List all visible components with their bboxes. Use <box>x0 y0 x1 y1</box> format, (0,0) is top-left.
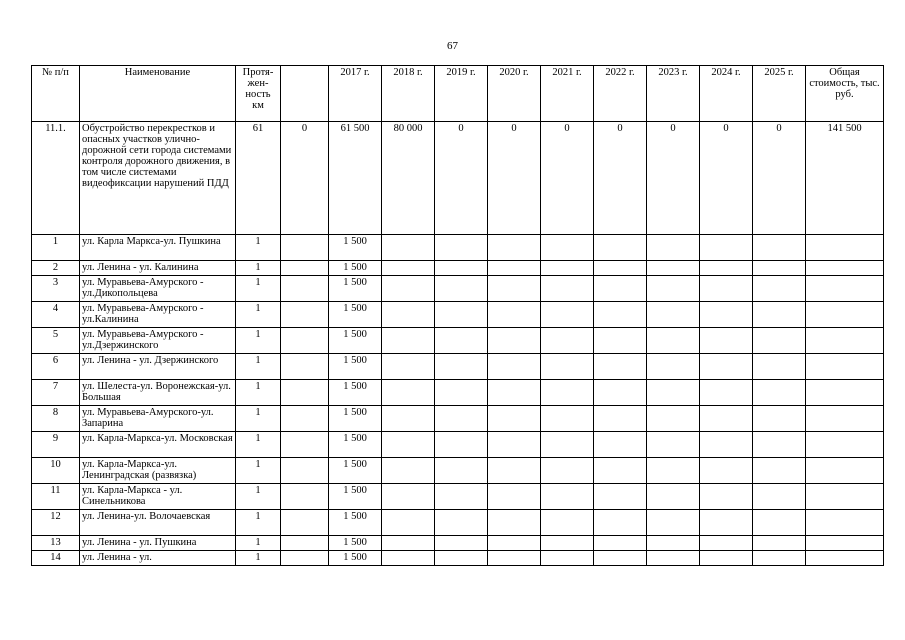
row-2017: 1 500 <box>329 484 382 510</box>
row-num: 11 <box>32 484 80 510</box>
main-2023: 0 <box>647 122 700 235</box>
row-empty-cell <box>382 354 435 380</box>
row-empty-cell <box>382 261 435 276</box>
row-empty-cell <box>382 484 435 510</box>
row-empty-cell <box>488 432 541 458</box>
row-empty-cell <box>488 354 541 380</box>
row-2017: 1 500 <box>329 261 382 276</box>
row-empty-cell <box>541 328 594 354</box>
row-empty-cell <box>806 458 884 484</box>
table-row <box>32 354 884 380</box>
row-empty-cell <box>700 235 753 261</box>
header-year-2022: 2022 г. <box>594 66 647 122</box>
row-col4 <box>281 302 329 328</box>
row-name: ул. Муравьева-Амурского-ул. Запарина <box>80 406 236 432</box>
row-empty-cell <box>806 276 884 302</box>
row-col4 <box>281 261 329 276</box>
program-table <box>31 65 884 566</box>
row-empty-cell <box>647 484 700 510</box>
table-row <box>32 380 884 406</box>
main-2025: 0 <box>753 122 806 235</box>
row-name: ул. Ленина-ул. Волочаевская <box>80 510 236 536</box>
row-empty-cell <box>541 536 594 551</box>
row-empty-cell <box>806 235 884 261</box>
row-num: 5 <box>32 328 80 354</box>
row-empty-cell <box>541 354 594 380</box>
row-empty-cell <box>647 510 700 536</box>
row-num: 1 <box>32 235 80 261</box>
row-empty-cell <box>753 484 806 510</box>
row-empty-cell <box>700 328 753 354</box>
main-2024: 0 <box>700 122 753 235</box>
row-length: 1 <box>236 484 281 510</box>
page-number: 67 <box>447 40 458 52</box>
row-empty-cell <box>806 261 884 276</box>
row-empty-cell <box>488 235 541 261</box>
row-col4 <box>281 551 329 566</box>
table-row <box>32 406 884 432</box>
table-row-main <box>32 122 884 235</box>
row-empty-cell <box>753 551 806 566</box>
row-name: ул. Ленина - ул. Дзержинского <box>80 354 236 380</box>
row-name: ул. Ленина - ул. Калинина <box>80 261 236 276</box>
row-empty-cell <box>594 551 647 566</box>
row-empty-cell <box>435 536 488 551</box>
row-col4 <box>281 276 329 302</box>
row-length: 1 <box>236 458 281 484</box>
row-empty-cell <box>435 458 488 484</box>
row-empty-cell <box>541 510 594 536</box>
row-2017: 1 500 <box>329 551 382 566</box>
row-empty-cell <box>647 328 700 354</box>
row-empty-cell <box>753 328 806 354</box>
row-empty-cell <box>382 458 435 484</box>
row-col4 <box>281 354 329 380</box>
row-empty-cell <box>488 484 541 510</box>
row-empty-cell <box>488 406 541 432</box>
header-year-2021: 2021 г. <box>541 66 594 122</box>
row-num: 7 <box>32 380 80 406</box>
main-2017: 61 500 <box>329 122 382 235</box>
row-empty-cell <box>435 328 488 354</box>
row-empty-cell <box>382 510 435 536</box>
row-empty-cell <box>435 380 488 406</box>
main-num: 11.1. <box>32 122 80 235</box>
row-empty-cell <box>700 458 753 484</box>
row-empty-cell <box>806 551 884 566</box>
row-name: ул. Ленина - ул. Пушкина <box>80 536 236 551</box>
row-empty-cell <box>541 432 594 458</box>
row-empty-cell <box>647 276 700 302</box>
row-empty-cell <box>488 328 541 354</box>
row-empty-cell <box>488 458 541 484</box>
row-empty-cell <box>806 406 884 432</box>
table-row <box>32 235 884 261</box>
table-row <box>32 432 884 458</box>
row-empty-cell <box>488 551 541 566</box>
row-2017: 1 500 <box>329 406 382 432</box>
row-empty-cell <box>382 551 435 566</box>
table-row <box>32 484 884 510</box>
row-empty-cell <box>700 432 753 458</box>
row-num: 3 <box>32 276 80 302</box>
row-length: 1 <box>236 276 281 302</box>
header-name: Наименование <box>80 66 236 122</box>
row-empty-cell <box>594 235 647 261</box>
row-empty-cell <box>541 302 594 328</box>
row-empty-cell <box>753 235 806 261</box>
row-2017: 1 500 <box>329 328 382 354</box>
row-2017: 1 500 <box>329 458 382 484</box>
row-empty-cell <box>806 484 884 510</box>
row-empty-cell <box>594 261 647 276</box>
row-empty-cell <box>382 235 435 261</box>
row-empty-cell <box>594 276 647 302</box>
main-col4: 0 <box>281 122 329 235</box>
row-num: 9 <box>32 432 80 458</box>
row-length: 1 <box>236 261 281 276</box>
row-length: 1 <box>236 406 281 432</box>
row-empty-cell <box>488 261 541 276</box>
row-name: ул. Карла-Маркса-ул. Ленинградская (развязка) <box>80 458 236 484</box>
row-2017: 1 500 <box>329 302 382 328</box>
row-empty-cell <box>541 484 594 510</box>
table-header-row <box>32 66 884 122</box>
row-empty-cell <box>594 328 647 354</box>
row-empty-cell <box>806 510 884 536</box>
row-2017: 1 500 <box>329 276 382 302</box>
row-empty-cell <box>435 276 488 302</box>
header-blank <box>281 66 329 122</box>
header-num: № п/п <box>32 66 80 122</box>
row-empty-cell <box>647 354 700 380</box>
row-name: ул. Муравьева-Амурского - ул.Калинина <box>80 302 236 328</box>
row-2017: 1 500 <box>329 380 382 406</box>
row-empty-cell <box>806 354 884 380</box>
row-empty-cell <box>435 261 488 276</box>
row-empty-cell <box>541 261 594 276</box>
row-length: 1 <box>236 510 281 536</box>
row-num: 12 <box>32 510 80 536</box>
row-name: ул. Муравьева-Амурского - ул.Дикопольцева <box>80 276 236 302</box>
row-empty-cell <box>700 551 753 566</box>
row-empty-cell <box>700 536 753 551</box>
row-empty-cell <box>700 406 753 432</box>
row-empty-cell <box>594 406 647 432</box>
row-name: ул. Карла Маркса-ул. Пушкина <box>80 235 236 261</box>
row-empty-cell <box>594 536 647 551</box>
row-empty-cell <box>594 458 647 484</box>
row-num: 13 <box>32 536 80 551</box>
header-year-2025: 2025 г. <box>753 66 806 122</box>
row-empty-cell <box>753 510 806 536</box>
row-length: 1 <box>236 432 281 458</box>
row-length: 1 <box>236 380 281 406</box>
row-num: 8 <box>32 406 80 432</box>
row-empty-cell <box>382 406 435 432</box>
row-name: ул. Карла-Маркса - ул. Синельникова <box>80 484 236 510</box>
row-col4 <box>281 328 329 354</box>
row-empty-cell <box>700 484 753 510</box>
row-num: 4 <box>32 302 80 328</box>
row-empty-cell <box>647 302 700 328</box>
row-empty-cell <box>753 406 806 432</box>
row-empty-cell <box>806 380 884 406</box>
row-empty-cell <box>488 276 541 302</box>
row-col4 <box>281 484 329 510</box>
row-length: 1 <box>236 235 281 261</box>
row-empty-cell <box>382 276 435 302</box>
row-col4 <box>281 432 329 458</box>
row-col4 <box>281 458 329 484</box>
table-row <box>32 302 884 328</box>
row-empty-cell <box>753 458 806 484</box>
row-empty-cell <box>753 380 806 406</box>
row-empty-cell <box>647 406 700 432</box>
row-empty-cell <box>753 302 806 328</box>
row-name: ул. Карла-Маркса-ул. Московская <box>80 432 236 458</box>
table-row <box>32 328 884 354</box>
row-name: ул. Ленина - ул. <box>80 551 236 566</box>
row-empty-cell <box>488 510 541 536</box>
row-empty-cell <box>594 380 647 406</box>
table-row <box>32 551 884 566</box>
row-empty-cell <box>435 406 488 432</box>
row-empty-cell <box>435 354 488 380</box>
main-length: 61 <box>236 122 281 235</box>
row-empty-cell <box>594 432 647 458</box>
row-empty-cell <box>700 354 753 380</box>
table-row <box>32 536 884 551</box>
row-col4 <box>281 235 329 261</box>
row-empty-cell <box>647 458 700 484</box>
table-row <box>32 510 884 536</box>
row-empty-cell <box>647 536 700 551</box>
header-length: Протя- жен- ность км <box>236 66 281 122</box>
row-empty-cell <box>382 302 435 328</box>
row-empty-cell <box>488 536 541 551</box>
table-row <box>32 276 884 302</box>
main-name: Обустройство перекрестков и опасных участков улично-дорожной сети города системами контроля дорожного движения, в том числе системами видеофиксации нарушений ПДД <box>80 122 236 235</box>
row-empty-cell <box>594 354 647 380</box>
row-empty-cell <box>435 551 488 566</box>
row-name: ул. Шелеста-ул. Воронежская-ул. Большая <box>80 380 236 406</box>
row-empty-cell <box>753 261 806 276</box>
row-empty-cell <box>541 551 594 566</box>
row-empty-cell <box>541 380 594 406</box>
header-year-2017: 2017 г. <box>329 66 382 122</box>
header-year-2019: 2019 г. <box>435 66 488 122</box>
row-length: 1 <box>236 536 281 551</box>
row-empty-cell <box>541 406 594 432</box>
row-empty-cell <box>806 432 884 458</box>
row-empty-cell <box>435 432 488 458</box>
main-2021: 0 <box>541 122 594 235</box>
row-empty-cell <box>753 276 806 302</box>
row-length: 1 <box>236 302 281 328</box>
main-2020: 0 <box>488 122 541 235</box>
row-num: 2 <box>32 261 80 276</box>
row-length: 1 <box>236 328 281 354</box>
row-empty-cell <box>382 328 435 354</box>
row-empty-cell <box>541 276 594 302</box>
row-2017: 1 500 <box>329 432 382 458</box>
row-empty-cell <box>594 510 647 536</box>
row-empty-cell <box>806 536 884 551</box>
row-empty-cell <box>647 432 700 458</box>
row-col4 <box>281 510 329 536</box>
row-empty-cell <box>382 380 435 406</box>
row-empty-cell <box>435 302 488 328</box>
row-empty-cell <box>806 328 884 354</box>
row-num: 6 <box>32 354 80 380</box>
row-2017: 1 500 <box>329 536 382 551</box>
row-2017: 1 500 <box>329 235 382 261</box>
header-year-2020: 2020 г. <box>488 66 541 122</box>
row-name: ул. Муравьева-Амурского - ул.Дзержинского <box>80 328 236 354</box>
row-2017: 1 500 <box>329 354 382 380</box>
row-empty-cell <box>753 432 806 458</box>
main-2018: 80 000 <box>382 122 435 235</box>
main-2022: 0 <box>594 122 647 235</box>
row-empty-cell <box>700 302 753 328</box>
row-empty-cell <box>435 510 488 536</box>
row-num: 14 <box>32 551 80 566</box>
row-empty-cell <box>806 302 884 328</box>
row-empty-cell <box>753 354 806 380</box>
table-row <box>32 261 884 276</box>
row-empty-cell <box>647 261 700 276</box>
main-total: 141 500 <box>806 122 884 235</box>
row-empty-cell <box>700 510 753 536</box>
row-empty-cell <box>382 536 435 551</box>
row-empty-cell <box>541 458 594 484</box>
row-empty-cell <box>647 551 700 566</box>
row-empty-cell <box>435 484 488 510</box>
row-col4 <box>281 380 329 406</box>
row-empty-cell <box>700 380 753 406</box>
row-empty-cell <box>753 536 806 551</box>
row-num: 10 <box>32 458 80 484</box>
table-row <box>32 458 884 484</box>
row-empty-cell <box>594 484 647 510</box>
row-2017: 1 500 <box>329 510 382 536</box>
row-col4 <box>281 406 329 432</box>
row-col4 <box>281 536 329 551</box>
row-empty-cell <box>700 261 753 276</box>
row-empty-cell <box>435 235 488 261</box>
row-length: 1 <box>236 354 281 380</box>
header-year-2024: 2024 г. <box>700 66 753 122</box>
row-empty-cell <box>647 235 700 261</box>
header-year-2023: 2023 г. <box>647 66 700 122</box>
row-empty-cell <box>488 380 541 406</box>
row-empty-cell <box>700 276 753 302</box>
row-empty-cell <box>541 235 594 261</box>
row-empty-cell <box>382 432 435 458</box>
row-empty-cell <box>647 380 700 406</box>
main-2019: 0 <box>435 122 488 235</box>
header-total: Общая стоимость, тыс. руб. <box>806 66 884 122</box>
row-empty-cell <box>488 302 541 328</box>
header-year-2018: 2018 г. <box>382 66 435 122</box>
row-length: 1 <box>236 551 281 566</box>
row-empty-cell <box>594 302 647 328</box>
